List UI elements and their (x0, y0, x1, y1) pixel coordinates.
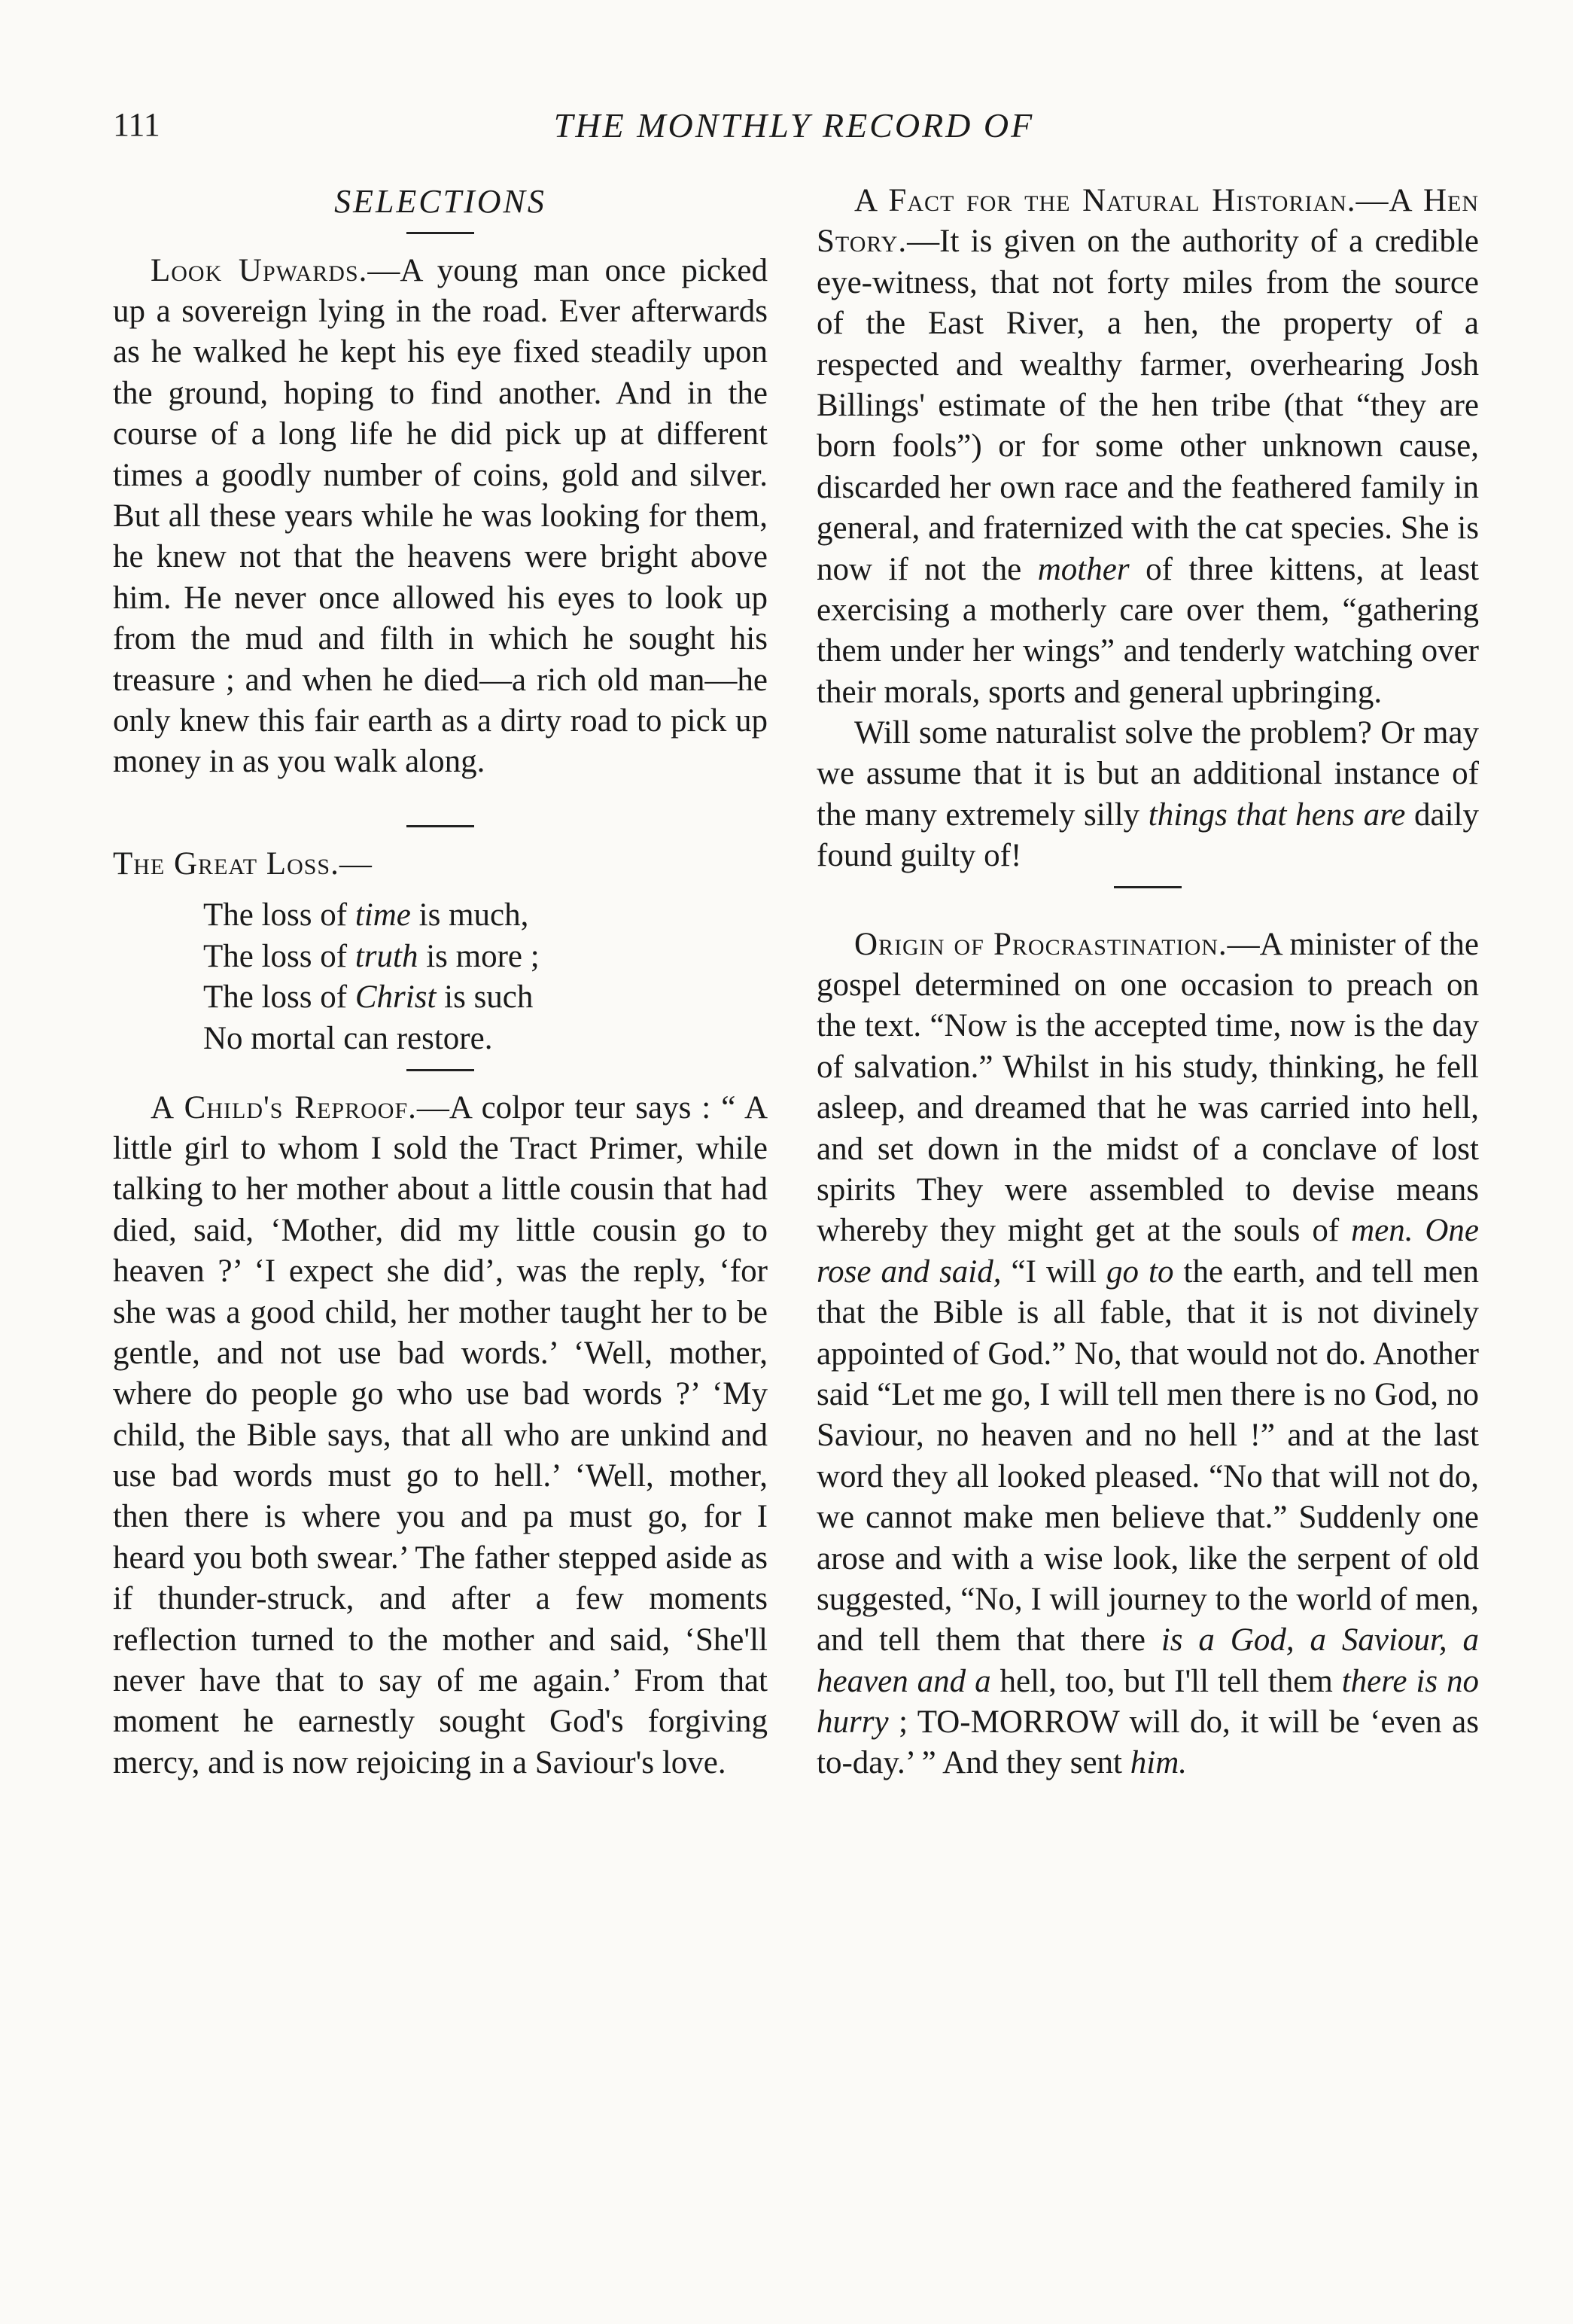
verse-line: The loss of time is much, (203, 897, 529, 934)
childs-reproof-text: —A colpor teur says : “ A little girl to whom I sold the Tract Primer, while talking to her mother about a little cousin that had died, said, ‘Mother, did my little cousin go to heaven ?’ ‘I expect she did’, was the reply, ‘for she was a good child, her mother taught her to be gentle, and not use bad words.’ ‘Well, mother, where do people go who use bad words ?’ ‘My child, the Bible says, that all who are unkind and use bad words must go to hell.’ ‘Well, mother, then there is where you and pa must go, for I heard you both swear.’ The father stepped aside as if thunder-struck, and after a few moments reflection turned to the mother and said, ‘She'll never have that to say of me again.’ From that moment he earnestly sought God's forgiving mercy, and is now rejoicing in a Saviour's love. (113, 1089, 768, 1780)
section-title: SELECTIONS (334, 183, 546, 220)
look-upwards-heading: Look Upwards. (151, 252, 368, 288)
great-loss-heading-line (113, 844, 768, 885)
great-loss-dash: — (339, 845, 372, 882)
procrastination-paragraph: Origin of Procrastination.—A minister of the gospel determined on one occasion to preach on the text. “Now is the accepted time, now is the day of salvation.” Whilst in his study, thinking, he fell asleep, and dreamed that he was carried into hell, and set down in the midst of a conclave of lost spirits They were assembled to devise means whereby they might get at the souls of men. One rose and said, “I will go to the earth, and tell men that the Bible is all fable, that it is not divinely appointed of God.” No, that would not do. Another said “Let me go, I will tell men there is no God, no Saviour, no heaven and no hell !” and at the last word they all looked pleased. “No that will not do, we cannot make men believe that.” Suddenly one arose and with a wise look, like the serpent of old suggested, “No, I will journey to the world of men, and tell them that there is a God, a Saviour, a heaven and a hell, too, but I'll tell them there is no hurry ; TO-MORROW will do, it will be ‘even as to-day.’ ” And they sent him. (817, 926, 1480, 1781)
divider (406, 232, 474, 234)
great-loss-heading: The Great Loss. (113, 845, 339, 882)
divider (406, 1069, 474, 1071)
hen-story-heading: A Fact for the Natural Historian.—A Hen Story. (817, 183, 1479, 260)
look-upwards-paragraph (113, 251, 768, 783)
great-loss-verse (203, 895, 768, 1059)
running-title: THE MONTHLY RECORD OF (553, 106, 1035, 145)
hen-story-paragraph-2: Will some naturalist solve the problem? Or may we assume that it is but an additional instance of the many extremely silly things that hens are daily found guilty of! (817, 715, 1479, 874)
procrastination-heading: Origin of Procrastination. (854, 926, 1228, 962)
page-number: 111 (113, 106, 160, 143)
divider (406, 825, 474, 827)
verse-line: No mortal can restore. (203, 1020, 493, 1056)
page-header (113, 105, 1475, 158)
left-column (113, 181, 768, 1783)
divider (1114, 886, 1182, 888)
look-upwards-text: —A young man once picked up a sovereign lying in the road. Ever afterwards as he walked he kept his eye fixed steadily upon the ground, hoping to find another. And in the course of a long life he did pick up at different times a goodly number of coins, gold and silver. But all these years while he was looking for them, he knew not that the heavens were bright above him. He never once allowed his eyes to look up from the mud and filth in which he sought his treasure ; and when he died—a rich old man—he only knew this fair earth as a dirty road to pick up money in as you walk along. (113, 252, 768, 780)
verse-line: The loss of truth is more ; (203, 938, 540, 974)
childs-reproof-paragraph (113, 1088, 768, 1784)
childs-reproof-heading: A Child's Reproof. (151, 1089, 417, 1125)
right-column (817, 181, 1479, 1784)
verse-line: The loss of Christ is such (203, 979, 534, 1016)
hen-story-paragraph: A Fact for the Natural Historian.—A Hen Story.—It is given on the authority of a credible eye-witness, that not forty miles from the source of the East River, a hen, the property of a respected and wealthy farmer, overhearing Josh Billings' estimate of the hen tribe (that “they are born fools”) or for some other unknown cause, discarded her own race and the feathered family in general, and fraternized with the cat species. She is now if not the mother of three kittens, at least exercising a motherly care over them, “gathering them under her wings” and tenderly watching over their morals, sports and general upbringing. (817, 183, 1479, 710)
